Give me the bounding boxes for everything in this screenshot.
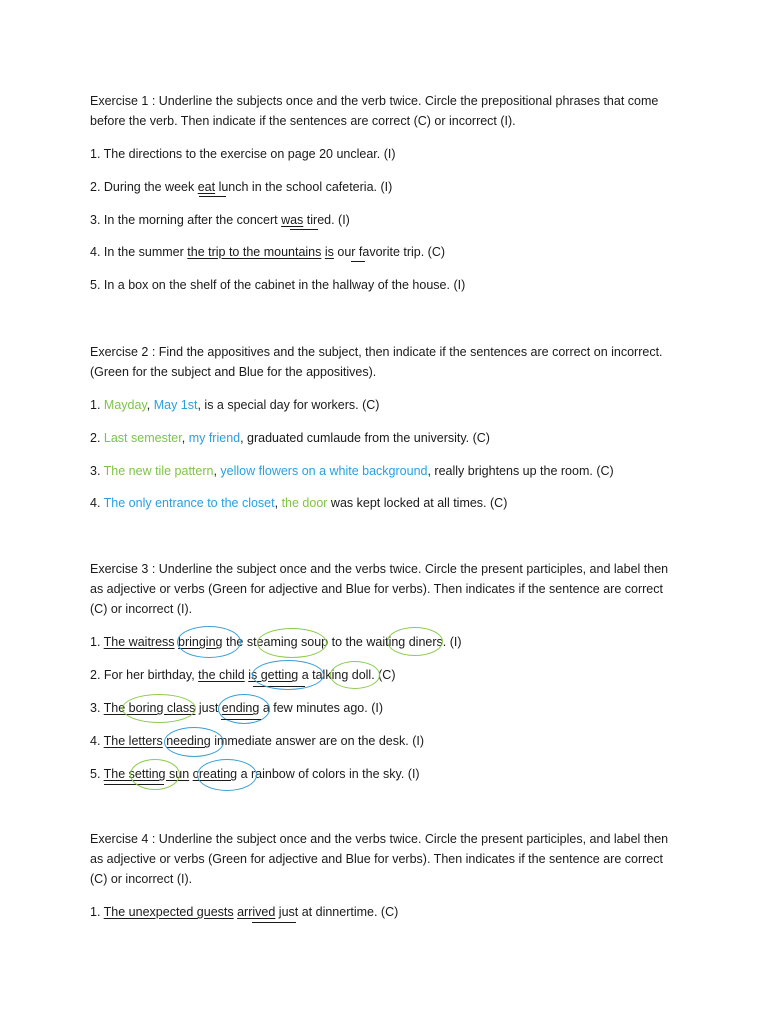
separator: , [213, 464, 221, 478]
exercise-1-sentence-3 [90, 210, 350, 230]
exercise-1-sentence-5: 5. In a box on the shelf of the cabinet in the hallway of the house. (I) [90, 278, 466, 292]
subject-green: The new tile pattern [103, 464, 214, 478]
sentence-text: 3. [90, 701, 104, 715]
sentence-text: 4. In the summer [90, 245, 188, 259]
sentence-text: , is a special day for workers. (C) [197, 398, 380, 412]
appositive-blue: The only entrance to the closet [103, 496, 275, 510]
subject-underline: The setting sun [103, 767, 190, 781]
exercise-1-sentence-2 [90, 177, 392, 197]
verb-underline: creating [192, 767, 238, 781]
exercise-2-sentence-2 [90, 428, 490, 448]
exercise-1-instructions-line-1: Exercise 1 : Underline the subjects once and the verb twice. Circle the prepositional phrases that come [90, 94, 659, 108]
sentence-text: just [195, 701, 222, 715]
exercise-1-instructions-line-2: before the verb. Then indicate if the sentences are correct (C) or incorrect (I). [90, 114, 516, 128]
exercise-4-instructions-line-3: (C) or incorrect (I). [90, 872, 193, 886]
exercise-1-sentence-4 [90, 242, 445, 262]
verb-underline: arrived [237, 905, 276, 919]
exercise-2-sentence-3 [90, 461, 614, 481]
participle-circle-green [257, 628, 327, 658]
appositive-blue: my friend [188, 431, 241, 445]
sentence-text: immediate answer are on the desk. (I) [210, 734, 425, 748]
sentence-text: 3. In the morning after the concert [90, 213, 282, 227]
sentence-text: , graduated cumlaude from the university. (C) [240, 431, 490, 445]
subject-underline: The boring class [103, 701, 196, 715]
subject-green: Mayday [103, 398, 147, 412]
exercise-2-instructions-line-2: (Green for the subject and Blue for the appositives). [90, 365, 377, 379]
exercise-3-instructions-line-2: as adjective or verbs (Green for adjective and Blue for verbs). Then indicates if the sentence are correct [90, 582, 663, 596]
subject-green: the door [281, 496, 328, 510]
sentence-number: 1. [90, 398, 104, 412]
sentence-text: lunch in the school cafeteria. (I) [215, 180, 393, 194]
participle-circle-blue [252, 660, 324, 690]
sentence-text: 4. [90, 734, 104, 748]
verb-underline: bringing [178, 635, 223, 649]
sentence-number: 4. [90, 496, 104, 510]
subject-underline: The unexpected guests [103, 905, 234, 919]
sentence-text: was kept locked at all times. (C) [327, 496, 508, 510]
participle-circle-blue [164, 727, 224, 757]
participle-circle-green [130, 759, 180, 790]
verb-double-underline [199, 196, 226, 197]
sentence-text: our favorite trip. (C) [333, 245, 446, 259]
participle-circle-green [122, 694, 196, 723]
participle-circle-blue [197, 759, 257, 791]
exercise-3-sentence-4 [90, 731, 424, 751]
verb-double-underline [290, 229, 318, 230]
appositive-blue: yellow flowers on a white background [220, 464, 428, 478]
verb-underline: needing [166, 734, 211, 748]
separator: , [181, 431, 189, 445]
separator: , [274, 496, 282, 510]
exercise-1-sentence-1: 1. The directions to the exercise on page 20 unclear. (I) [90, 147, 396, 161]
sentence-text: 1. [90, 635, 104, 649]
verb-underline: ending [221, 701, 260, 715]
exercise-2-sentence-1 [90, 395, 379, 415]
exercise-4-instructions-line-2: as adjective or verbs (Green for adjective and Blue for verbs). Then indicates if the sentence are correct [90, 852, 663, 866]
sentence-text: a talking doll. (C) [298, 668, 396, 682]
sentence-text: 5. [90, 767, 104, 781]
sentence-number: 3. [90, 464, 104, 478]
verb-underline: is getting [248, 668, 299, 682]
exercise-4-instructions-line-1: Exercise 4 : Underline the subject once and the verbs twice. Circle the present participles, and label then [90, 832, 669, 846]
subject-underline: The waitress [103, 635, 175, 649]
verb-double-underline [252, 922, 296, 923]
sentence-text: the steaming soup to the waiting diners. (I) [222, 635, 462, 649]
exercise-3-instructions-line-1: Exercise 3 : Underline the subject once and the verbs twice. Circle the present participles, and label then [90, 562, 669, 576]
verb-double-underline [221, 719, 261, 720]
exercise-2-sentence-4 [90, 493, 507, 513]
sentence-text: a rainbow of colors in the sky. (I) [237, 767, 420, 781]
sentence-text: just at dinnertime. (C) [275, 905, 399, 919]
sentence-text: 2. During the week [90, 180, 198, 194]
sentence-text: a few minutes ago. (I) [259, 701, 384, 715]
sentence-text: tired. (I) [303, 213, 350, 227]
subject-underline: the child [198, 668, 245, 682]
sentence-text: 1. [90, 905, 104, 919]
subject-green: Last semester [103, 431, 182, 445]
participle-circle-green [387, 627, 443, 656]
verb-underline: is [324, 245, 334, 259]
participle-circle-blue [177, 626, 241, 658]
subject-underline: the trip to the mountains [187, 245, 322, 259]
sentence-text: 2. For her birthday, [90, 668, 199, 682]
sentence-number: 2. [90, 431, 104, 445]
subject-underline: The letters [103, 734, 163, 748]
exercise-4-sentence-1 [90, 902, 398, 922]
exercise-2-instructions-line-1: Exercise 2 : Find the appositives and the subject, then indicate if the sentences are correct on incorrect. [90, 345, 663, 359]
separator: , [146, 398, 154, 412]
appositive-blue: May 1st [153, 398, 198, 412]
participle-circle-green [330, 661, 380, 689]
verb-underline: eat [197, 180, 216, 194]
verb-underline: was [281, 213, 304, 227]
exercise-3-instructions-line-3: (C) or incorrect (I). [90, 602, 193, 616]
sentence-text: , really brightens up the room. (C) [427, 464, 614, 478]
verb-double-underline [351, 261, 365, 262]
